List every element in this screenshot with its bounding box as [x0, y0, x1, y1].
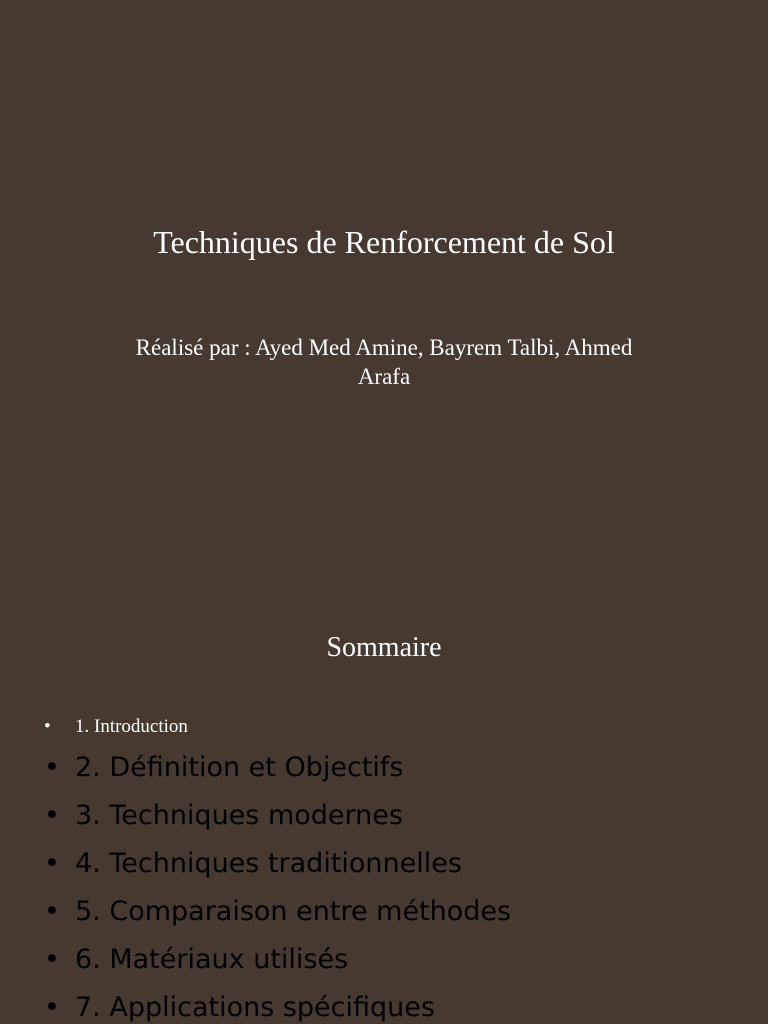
authors-subtitle: Réalisé par : Ayed Med Amine, Bayrem Talbi, Ahmed Arafa: [135, 335, 633, 389]
summary-title: Sommaire: [326, 632, 442, 663]
list-item-label: 4. Techniques traditionnelles: [75, 848, 462, 879]
bullet-icon: •: [44, 944, 60, 975]
list-item: [44, 984, 744, 1024]
list-item: [44, 744, 744, 792]
list-item: [44, 840, 744, 888]
list-item: [44, 888, 744, 936]
list-item: [44, 792, 744, 840]
bullet-icon: •: [44, 752, 60, 783]
bullet-icon: •: [44, 800, 60, 831]
list-item: [44, 936, 744, 984]
list-item-label: 1. Introduction: [75, 716, 188, 737]
list-item-label: 7. Applications spécifiques: [75, 992, 435, 1023]
list-item-label: 6. Matériaux utilisés: [75, 944, 349, 975]
bullet-icon: •: [44, 848, 60, 879]
presentation-title: Techniques de Renforcement de Sol: [153, 224, 615, 260]
list-item: [44, 712, 744, 742]
summary-slide: [0, 512, 768, 1024]
summary-list: [44, 712, 744, 1024]
list-item-label: 3. Techniques modernes: [75, 800, 403, 831]
list-item-label: 5. Comparaison entre méthodes: [75, 896, 512, 927]
bullet-icon: •: [44, 992, 60, 1023]
bullet-icon: •: [44, 716, 51, 737]
bullet-icon: •: [44, 896, 60, 927]
list-item-label: 2. Définition et Objectifs: [75, 752, 404, 783]
